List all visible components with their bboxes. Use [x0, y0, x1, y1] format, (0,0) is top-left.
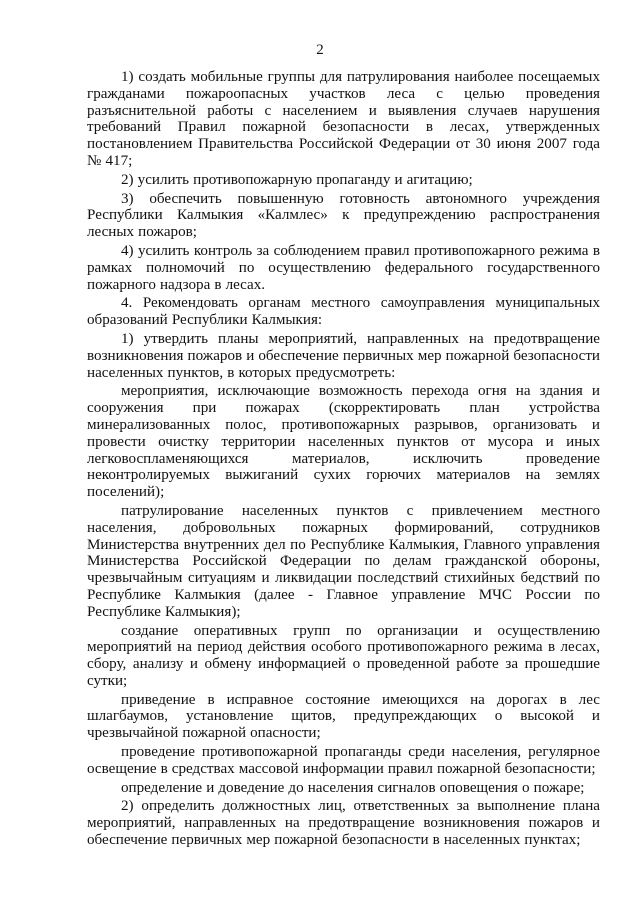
paragraph: патрулирование населенных пунктов с привлечением местного населения, добровольных пожарных формирований, сотрудников Министерства внутренних дел по Республике Калмыкия, Главного управления Министерства Российской Федерации по делам гражданской обороны, чрезвычайным ситуациям и ликвидации последствий стихийных бедствий по Республике Калмыкия (далее - Главное управление МЧС России по Республике Калмыкия);	[87, 502, 600, 620]
paragraph: 2) усилить противопожарную пропаганду и агитацию;	[121, 171, 473, 188]
paragraph: проведение противопожарной пропаганды среди населения, регулярное освещение в средствах массовой информации правил пожарной безопасности;	[87, 744, 600, 777]
paragraph: 2) определить должностных лиц, ответственных за выполнение плана мероприятий, направленных на предотвращение возникновения пожаров и обеспечение первичных мер пожарной безопасности в населенных пунктах;	[87, 798, 600, 849]
page-number: 2	[316, 42, 324, 58]
paragraph: приведение в исправное состояние имеющихся на дорогах в лес шлагбаумов, установление щитов, предупреждающих о высокой и чрезвычайной пожарной опасности;	[87, 691, 600, 742]
paragraph: определение и доведение до населения сигналов оповещения о пожаре;	[121, 779, 585, 796]
paragraph: создание оперативных групп по организации и осуществлению мероприятий на период действия особого противопожарного режима в лесах, сбору, анализу и обмену информацией о проведенной работе за прошедшие сутки;	[87, 622, 600, 689]
paragraph: 3) обеспечить повышенную готовность автономного учреждения Республики Калмыкия «Калмлес» к предупреждению распространения лесных пожаров;	[87, 190, 600, 241]
document-body	[87, 69, 600, 851]
paragraph: 1) утвердить планы мероприятий, направленных на предотвращение возникновения пожаров и обеспечение первичных мер пожарной безопасности населенных пунктов, в которых предусмотреть:	[87, 330, 600, 381]
paragraph: 1) создать мобильные группы для патрулирования наиболее посещаемых гражданами пожароопасных участков леса с целью проведения разъяснительной работы с населением и выявления случаев нарушения требований Правил пожарной безопасности в лесах, утвержденных постановлением Правительства Российской Федерации от 30 июня 2007 года № 417;	[87, 69, 600, 169]
paragraph: 4) усилить контроль за соблюдением правил противопожарного режима в рамках полномочий по осуществлению федерального государственного пожарного надзора в лесах.	[87, 242, 600, 293]
paragraph: 4. Рекомендовать органам местного самоуправления муниципальных образований Республики Калмыкия:	[87, 295, 600, 329]
paragraph: мероприятия, исключающие возможность перехода огня на здания и сооружения при пожарах (скорректировать план устройства минерализованных полос, противопожарных разрывов, организовать и провести очистку территории населенных пунктов от мусора и иных легковоспламеняющихся материалов, исключить проведение неконтролируемых выжиганий сухих горючих материалов на землях поселений);	[87, 383, 600, 501]
